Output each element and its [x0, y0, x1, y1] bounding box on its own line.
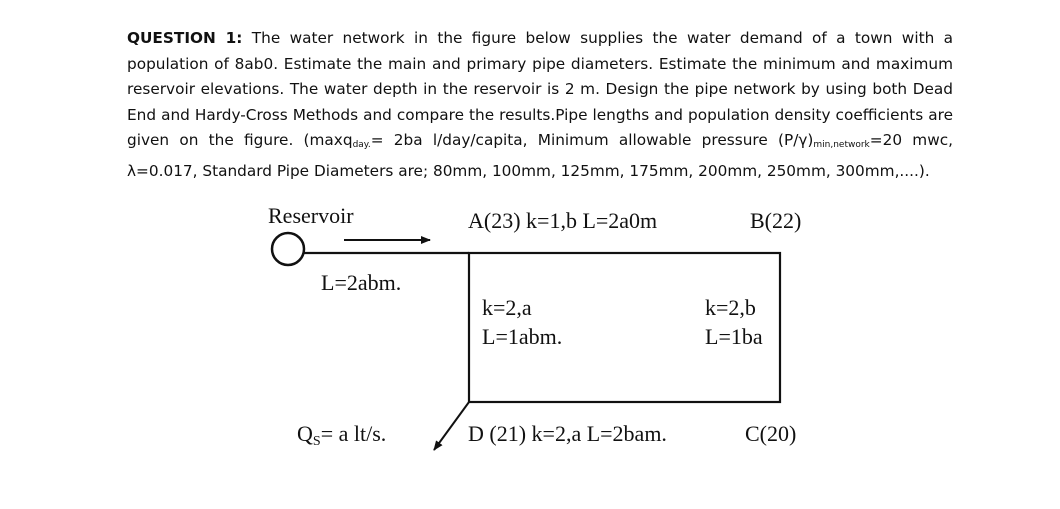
top-pipe-label: A(23) k=1,b L=2a0m	[468, 208, 658, 233]
pressure-subscript: min,network	[813, 140, 870, 150]
reservoir-circle	[272, 233, 304, 265]
left-pipe-k-label: k=2,a	[482, 295, 532, 320]
right-pipe-length-label: L=1ba	[705, 324, 763, 349]
right-pipe-k-label: k=2,b	[705, 295, 756, 320]
question-text-3: =20 mwc, λ=0.017, Standard Pipe Diameters are; 80mm, 100mm, 125mm, 175mm, 200mm, 250mm, 300mm,....).	[127, 131, 953, 180]
outflow-label	[297, 423, 386, 449]
node-b-label: B(22)	[750, 208, 802, 233]
question-text-1: The water network in the figure below supplies the water demand of a town with a population of 8ab0. Estimate the main and primary pipe diameters. Estimate the minimum and maximum reservoir elevations. The water depth in the reservoir is 2 m. Design the pipe network by using both Dead End and Hardy-Cross Methods and compare the results.Pipe lengths and population density coefficients are given on the figure. (maxq	[127, 29, 953, 149]
node-c-label: C(20)	[745, 421, 797, 446]
question-label: QUESTION 1:	[127, 29, 243, 47]
outflow-q: Q	[297, 421, 313, 446]
outflow-value: = a lt/s.	[320, 421, 387, 446]
max-q-day-subscript: day.	[352, 140, 371, 150]
supply-pipe-label: L=2abm.	[321, 270, 402, 295]
question-text-2: = 2ba l/day/capita, Minimum allowable pressure (P/γ)	[370, 131, 814, 149]
outflow-arrow	[434, 402, 469, 450]
outflow-subscript: S	[312, 434, 321, 449]
left-pipe-length-label: L=1abm.	[482, 324, 563, 349]
reservoir-label: Reservoir	[268, 203, 354, 228]
bottom-pipe-label: D (21) k=2,a L=2bam.	[468, 421, 667, 446]
